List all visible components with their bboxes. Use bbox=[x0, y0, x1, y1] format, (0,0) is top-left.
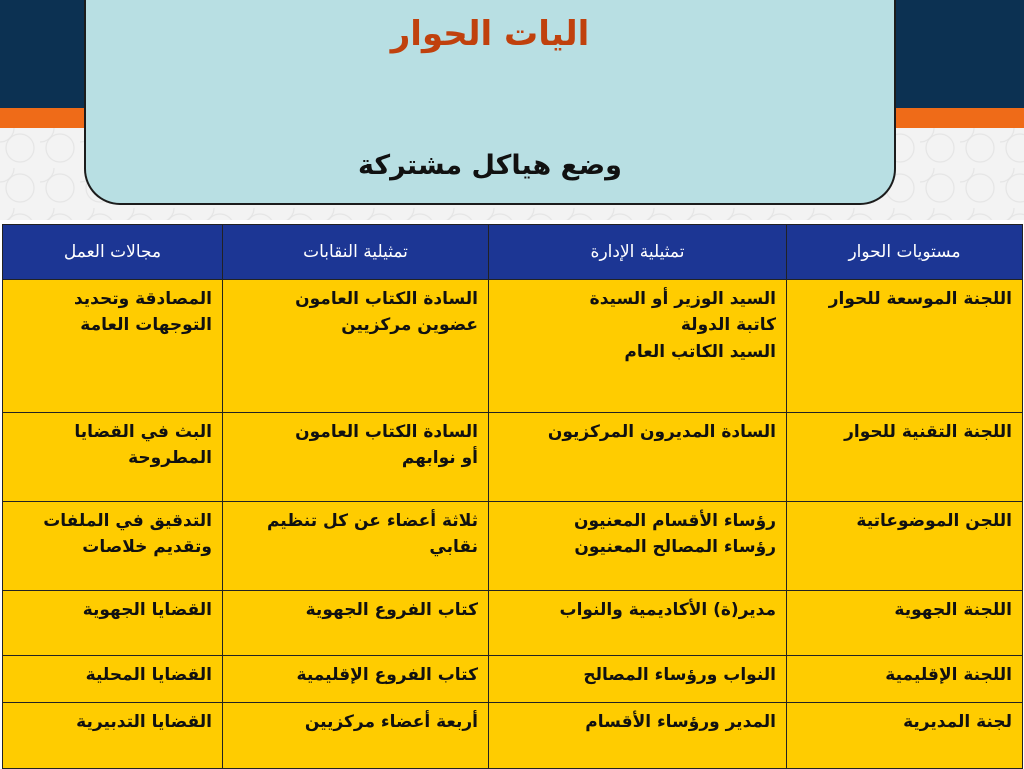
table-cell bbox=[223, 591, 489, 656]
table-cell bbox=[787, 280, 1023, 413]
table-cell bbox=[223, 703, 489, 769]
cell-line: ثلاثة أعضاء عن كل تنظيم bbox=[266, 511, 478, 531]
table-row bbox=[3, 280, 1023, 413]
table-row bbox=[3, 703, 1023, 769]
cell-line: السيد الوزير أو السيدة bbox=[589, 289, 776, 309]
cell-line: لجنة المديرية bbox=[903, 712, 1012, 732]
cell-line: أربعة أعضاء مركزيين bbox=[304, 712, 478, 732]
title-box bbox=[84, 0, 896, 205]
cell-line: أو نوابهم bbox=[401, 448, 478, 469]
cell-line: اللجنة الموسعة للحوار bbox=[828, 289, 1012, 309]
table-row bbox=[3, 413, 1023, 502]
table-cell bbox=[3, 413, 223, 502]
dialogue-levels-table bbox=[2, 224, 1023, 769]
cell-line: التوجهات العامة bbox=[80, 315, 212, 336]
table-row bbox=[3, 656, 1023, 703]
table-cell bbox=[787, 703, 1023, 769]
table-cell bbox=[787, 591, 1023, 656]
cell-line: السادة الكتاب العامون bbox=[295, 289, 478, 309]
cell-line: نقابي bbox=[429, 537, 478, 558]
table-cell bbox=[223, 280, 489, 413]
cell-line: رؤساء المصالح المعنيون bbox=[574, 537, 776, 558]
cell-line: المصادقة وتحديد bbox=[73, 289, 212, 309]
table-cell bbox=[223, 656, 489, 703]
header-dialogue-levels: مستويات الحوار bbox=[787, 225, 1023, 280]
cell-line: عضوين مركزيين bbox=[341, 315, 478, 336]
cell-line: وتقديم خلاصات bbox=[82, 537, 212, 558]
table-cell bbox=[3, 502, 223, 591]
table-cell bbox=[489, 280, 787, 413]
table-cell bbox=[787, 413, 1023, 502]
cell-line: كاتبة الدولة bbox=[680, 315, 776, 336]
table-cell bbox=[3, 703, 223, 769]
table-cell bbox=[3, 656, 223, 703]
cell-line: القضايا الجهوية bbox=[82, 600, 212, 620]
cell-line: التدقيق في الملفات bbox=[43, 511, 212, 531]
cell-line: اللجنة الجهوية bbox=[894, 600, 1012, 620]
cell-line: مدير(ة) الأكاديمية والنواب bbox=[559, 600, 776, 620]
table-cell bbox=[489, 656, 787, 703]
cell-line: النواب ورؤساء المصالح bbox=[583, 665, 776, 685]
header-unions: تمثيلية النقابات bbox=[223, 225, 489, 280]
cell-line: المدير ورؤساء الأقسام bbox=[585, 712, 776, 732]
cell-line: القضايا المحلية bbox=[85, 665, 212, 685]
table-cell bbox=[3, 591, 223, 656]
table-cell bbox=[489, 591, 787, 656]
table-cell bbox=[3, 280, 223, 413]
header-administration: تمثيلية الإدارة bbox=[489, 225, 787, 280]
cell-line: اللجن الموضوعاتية bbox=[856, 511, 1012, 531]
slide-title: اليات الحوار bbox=[390, 14, 590, 54]
cell-line: كتاب الفروع الجهوية bbox=[305, 600, 478, 620]
table-cell bbox=[489, 413, 787, 502]
table-row bbox=[3, 591, 1023, 656]
table-row bbox=[3, 502, 1023, 591]
table-cell bbox=[489, 703, 787, 769]
cell-line: السادة الكتاب العامون bbox=[295, 422, 478, 442]
table-cell bbox=[787, 502, 1023, 591]
cell-line: المطروحة bbox=[128, 448, 212, 469]
cell-line: اللجنة التقنية للحوار bbox=[844, 422, 1012, 442]
table-cell bbox=[787, 656, 1023, 703]
cell-line: كتاب الفروع الإقليمية bbox=[296, 665, 478, 685]
cell-line: البث في القضايا bbox=[74, 422, 212, 442]
table-cell bbox=[223, 502, 489, 591]
cell-line: اللجنة الإقليمية bbox=[885, 665, 1012, 685]
cell-line: رؤساء الأقسام المعنيون bbox=[574, 511, 776, 531]
cell-line: القضايا التدبيرية bbox=[76, 712, 212, 732]
header-work-areas: مجالات العمل bbox=[3, 225, 223, 280]
table-cell bbox=[489, 502, 787, 591]
cell-line: السيد الكاتب العام bbox=[624, 341, 776, 362]
table-cell bbox=[223, 413, 489, 502]
cell-line: السادة المديرون المركزيون bbox=[547, 422, 776, 442]
table-header-row bbox=[3, 225, 1023, 280]
slide-subtitle: وضع هياكل مشتركة bbox=[358, 150, 622, 181]
